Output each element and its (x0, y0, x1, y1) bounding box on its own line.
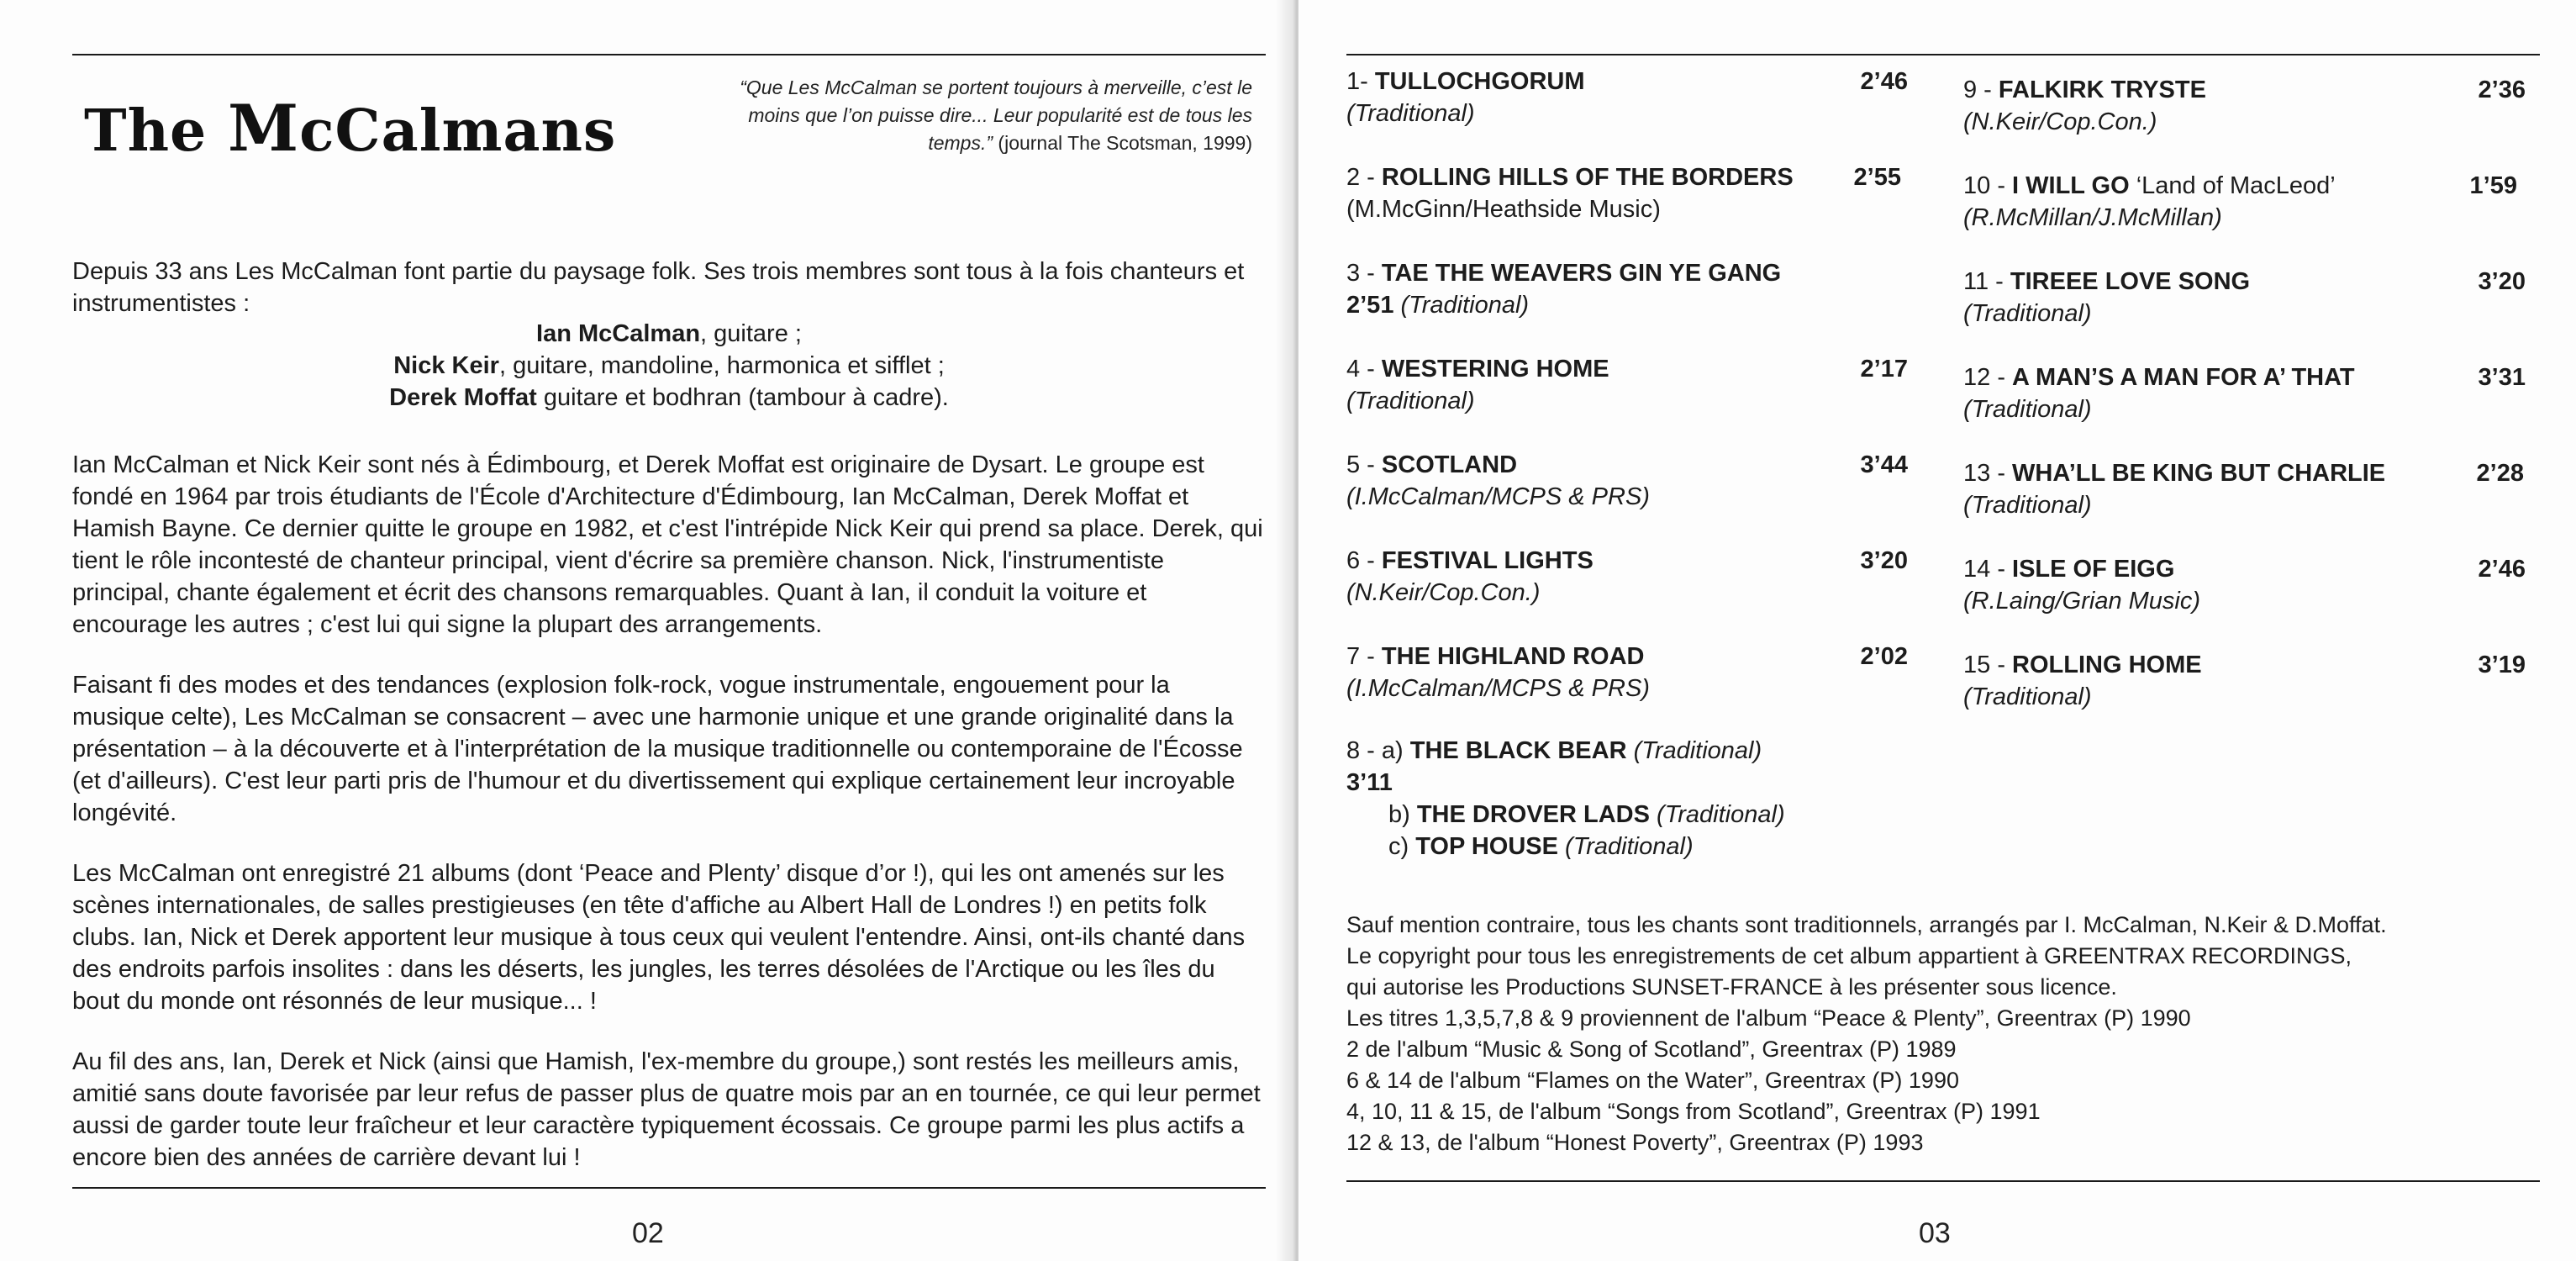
track-1-duration: 2’46 (1860, 68, 1908, 95)
track-10: 10 - I WILL GO ‘Land of MacLeod’ (R.McMillan/J.McMillan) (1963, 172, 2336, 231)
track-15-duration: 3’19 (2478, 652, 2526, 678)
track-12: 12 - A MAN’S A MAN FOR A’ THAT (Traditional) (1963, 364, 2355, 423)
note-line: 4, 10, 11 & 15, de l'album “Songs from Scotland”, Greentrax (P) 1991 (1346, 1099, 2041, 1124)
track-10-duration: 1’59 (2469, 172, 2517, 199)
track-6: 6 - FESTIVAL LIGHTS (N.Keir/Cop.Con.) (1346, 547, 1594, 606)
quote-source: (journal The Scotsman, 1999) (998, 132, 1252, 154)
track-9: 9 - FALKIRK TRYSTE (N.Keir/Cop.Con.) (1963, 77, 2206, 135)
track-2-duration: 2’55 (1853, 164, 1901, 191)
track-12-duration: 3’31 (2478, 364, 2526, 391)
page-number: 02 (632, 1217, 664, 1249)
track-11: 11 - TIREEE LOVE SONG (Traditional) (1963, 268, 2251, 327)
track-14-duration: 2’46 (2478, 556, 2526, 583)
quote-text: “Que Les McCalman se portent toujours à merveille, c’est le moins que l’on puisse dire... Leur popularité est de tous les temps.” (740, 77, 1252, 154)
track-4: 4 - WESTERING HOME (Traditional) (1346, 356, 1609, 414)
bottom-rule (72, 1187, 1266, 1189)
track-6-duration: 3’20 (1860, 547, 1908, 574)
track-15: 15 - ROLLING HOME (Traditional) (1963, 652, 2202, 710)
member-line: Ian McCalman, guitare ; (536, 320, 802, 347)
track-1: 1- TULLOCHGORUM (Traditional) (1346, 68, 1585, 127)
style-paragraph: Faisant fi des modes et des tendances (explosion folk-rock, vogue instrumentale, engouement pour la musique celte), Les McCalman se consacrent – avec une harmonie unique et une grande originalité dans la présentation – à la découverte et à l'interprétation de la musique traditionnelle ou contemporaine de l'Écosse (et d'ailleurs). C'est leur parti pris de l'humour et du divertissement qui explique certainement leur incroyable longévité. (72, 672, 1243, 826)
track-5: 5 - SCOTLAND (I.McCalman/MCPS & PRS) (1346, 451, 1650, 510)
track-7-duration: 2’02 (1860, 643, 1908, 670)
track-3-duration: 2’51 (1346, 292, 1394, 319)
page-number: 03 (1919, 1217, 1951, 1249)
track-8-duration: 3’11 (1346, 769, 1393, 796)
note-line: Sauf mention contraire, tous les chants sont traditionnels, arrangés par I. McCalman, N.Keir & D.Moffat. (1346, 912, 2387, 937)
track-5-duration: 3’44 (1860, 451, 1908, 478)
intro-paragraph: Depuis 33 ans Les McCalman font partie du paysage folk. Ses trois membres sont tous à la fois chanteurs et instrumentistes : (72, 258, 1245, 317)
track-13: 13 - WHA’LL BE KING BUT CHARLIE (Traditional) (1963, 460, 2386, 519)
note-line: 2 de l'album “Music & Song of Scotland”, Greentrax (P) 1989 (1346, 1037, 1957, 1062)
copyright-notes (1346, 910, 2540, 1158)
band-title: The McCalmans (84, 91, 617, 166)
press-quote (698, 74, 1252, 157)
member-list (72, 318, 1266, 414)
track-9-duration: 2’36 (2478, 77, 2526, 103)
friendship-paragraph: Au fil des ans, Ian, Derek et Nick (ainsi que Hamish, l'ex-membre du groupe,) sont restés les meilleurs amis, amitié sans doute favorisée par leur refus de passer plus de quatre mois par an en tournée, ce qui leur permet aussi de garder toute leur fraîcheur et leur caractère typiquement écossais. Ce groupe parmi les plus actifs a encore bien des années de carrière devant lui ! (72, 1048, 1261, 1171)
track-4-duration: 2’17 (1860, 356, 1908, 383)
bottom-rule (1346, 1180, 2540, 1182)
member-line: Derek Moffat guitare et bodhran (tambour à cadre). (389, 384, 949, 411)
track-7: 7 - THE HIGHLAND ROAD (I.McCalman/MCPS & PRS) (1346, 643, 1650, 702)
albums-paragraph: Les McCalman ont enregistré 21 albums (dont ‘Peace and Plenty’ disque d’or !), qui les ont amenés sur les scènes internationales, de salles prestigieuses (en tête d'affiche au Albert Hall de Londres !) en petits folk clubs. Ian, Nick et Derek apportent leur musique à tous ceux qui veulent l'entendre. Ainsi, ont-ils chanté dans des endroits parfois insolites : dans les déserts, les jungles, les terres désolées de l'Arctique ou les îles du bout du monde ont résonnés de leur musique... ! (72, 860, 1246, 1015)
track-3: 3 - TAE THE WEAVERS GIN YE GANG 2’51 (Traditional) (1346, 260, 1782, 319)
history-paragraph: Ian McCalman et Nick Keir sont nés à Édimbourg, et Derek Moffat est originaire de Dysart. Le groupe est fondé en 1964 par trois étudiants de l'École d'Architecture d'Édimbourg, Ian McCalman, Derek Moffat et Hamish Bayne. Ce dernier quitte le groupe en 1982, et c'est l'intrépide Nick Keir qui prend sa place. Derek, qui tient le rôle incontesté de chanteur principal, vient d'écrire sa première chanson. Nick, l'instrumentiste principal, chante également et écrit des chansons remarquables. Quant à Ian, il conduit la voiture et encourage les autres ; c'est lui qui signe la plupart des arrangements. (72, 451, 1263, 638)
note-line: qui autorise les Productions SUNSET-FRANCE à les présenter sous licence. (1346, 974, 2117, 1000)
track-13-duration: 2’28 (2476, 460, 2524, 487)
note-line: Le copyright pour tous les enregistrements de cet album appartient à GREENTRAX RECORDINGS, (1346, 943, 2352, 968)
note-line: Les titres 1,3,5,7,8 & 9 proviennent de l'album “Peace & Plenty”, Greentrax (P) 1990 (1346, 1005, 2191, 1031)
track-14: 14 - ISLE OF EIGG (R.Laing/Grian Music) (1963, 556, 2201, 615)
top-rule (1346, 54, 2540, 55)
top-rule (72, 54, 1266, 55)
member-line: Nick Keir, guitare, mandoline, harmonica et sifflet ; (393, 352, 945, 379)
note-line: 6 & 14 de l'album “Flames on the Water”, Greentrax (P) 1990 (1346, 1068, 1959, 1093)
track-11-duration: 3’20 (2478, 268, 2526, 295)
note-line: 12 & 13, de l'album “Honest Poverty”, Greentrax (P) 1993 (1346, 1130, 1924, 1155)
track-8: 8 - a) THE BLACK BEAR (Traditional) 3’11 b) THE DROVER LADS (Traditional) c) TOP HOUSE (Traditional) (1346, 735, 1901, 863)
track-2: 2 - ROLLING HILLS OF THE BORDERS (M.McGinn/Heathside Music) (1346, 164, 1794, 223)
